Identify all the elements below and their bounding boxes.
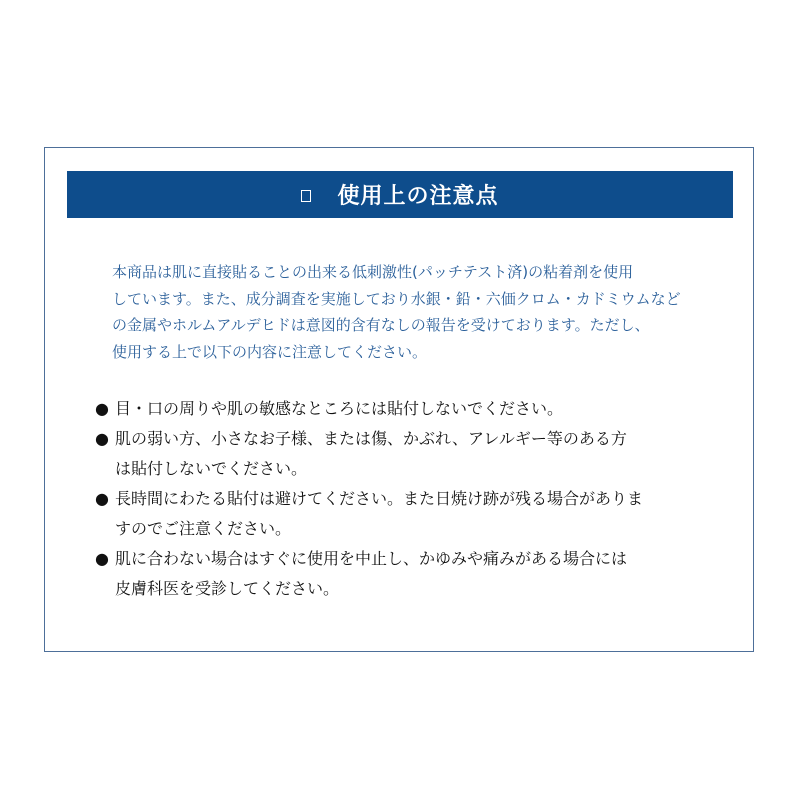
caution-list (95, 394, 725, 604)
caution-text-cont: 皮膚科医を受診してください。 (115, 579, 340, 598)
intro-line: の金属やホルムアルデヒドは意図的含有なしの報告を受けております。ただし、 (112, 316, 650, 334)
bullet-icon: ● (95, 489, 109, 508)
caution-item (95, 544, 725, 604)
intro-line: しています。また、成分調査を実施しており水銀・鉛・六価クロム・カドミウムなど (112, 289, 681, 308)
intro-paragraph (112, 259, 712, 365)
caution-item (95, 424, 725, 484)
caution-text: 肌の弱い方、小さなお子様、または傷、かぶれ、アレルギー等のある方 (115, 429, 627, 448)
caution-text: 長時間にわたる貼付は避けてください。また日焼け跡が残る場合がありま (115, 489, 644, 508)
caution-text-cont: すのでご注意ください。 (115, 519, 292, 538)
title-bar (67, 171, 733, 218)
document-icon (301, 190, 311, 202)
caution-text-cont: は貼付しないでください。 (115, 459, 308, 478)
caution-text: 目・口の周りや肌の敏感なところには貼付しないでください。 (115, 399, 564, 418)
intro-line: 使用する上で以下の内容に注意してください。 (112, 342, 428, 361)
caution-item (95, 394, 725, 424)
bullet-icon: ● (95, 399, 109, 418)
bullet-icon: ● (95, 549, 109, 568)
caution-text: 肌に合わない場合はすぐに使用を中止し、かゆみや痛みがある場合には (115, 549, 628, 568)
caution-item (95, 484, 725, 544)
bullet-icon: ● (95, 429, 109, 448)
page-title: 使用上の注意点 (337, 184, 499, 209)
intro-line: 本商品は肌に直接貼ることの出来る低刺激性(パッチテスト済)の粘着剤を使用 (112, 263, 634, 281)
